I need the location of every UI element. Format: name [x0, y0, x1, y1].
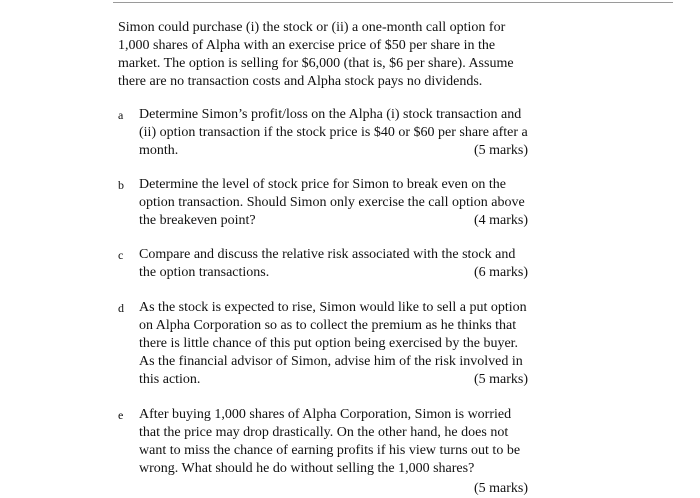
intro-line: market. The option is selling for $6,000 (that is, $6 per share). Assume — [118, 56, 514, 71]
question-line: the breakeven point? — [139, 213, 256, 228]
question-line: option transaction. Should Simon only exercise the call option above — [139, 195, 525, 210]
question-line: that the price may drop drastically. On the other hand, he does not — [139, 425, 509, 440]
marks-label: (5 marks) — [473, 372, 528, 387]
question-line: on Alpha Corporation so as to collect the premium as he thinks that — [139, 318, 517, 333]
question-marks-row — [139, 480, 528, 498]
intro-paragraph — [118, 19, 538, 91]
question-letter: e — [118, 408, 124, 422]
top-divider — [113, 2, 673, 3]
question-line: Compare and discuss the relative risk associated with the stock and — [139, 247, 516, 262]
question-line: there is little chance of this put option being exercised by the buyer. — [139, 336, 519, 351]
marks-label: (6 marks) — [473, 265, 528, 280]
question-letter: c — [118, 248, 124, 262]
question-last-line — [139, 212, 528, 230]
question-line: After buying 1,000 shares of Alpha Corporation, Simon is worried — [139, 407, 512, 422]
marks-label: (5 marks) — [473, 143, 528, 158]
marks-label: (4 marks) — [473, 213, 528, 228]
question-line: the option transactions. — [139, 265, 270, 280]
marks-label: (5 marks) — [473, 481, 528, 496]
question-d — [118, 299, 538, 389]
question-letter: b — [118, 178, 124, 192]
intro-line: Simon could purchase (i) the stock or (ii) a one-month call option for — [118, 20, 506, 35]
question-last-line — [139, 264, 528, 282]
question-e — [118, 406, 538, 498]
question-line: As the financial advisor of Simon, advise him of the risk involved in — [139, 354, 523, 369]
question-line: wrong. What should he do without selling the 1,000 shares? — [139, 461, 475, 476]
question-line: (ii) option transaction if the stock price is $40 or $60 per share after a — [139, 125, 528, 140]
question-line: Determine Simon’s profit/loss on the Alpha (i) stock transaction and — [139, 107, 522, 122]
intro-line: there are no transaction costs and Alpha stock pays no dividends. — [118, 74, 483, 89]
question-last-line — [139, 371, 528, 389]
question-letter: d — [118, 301, 124, 315]
question-line: As the stock is expected to rise, Simon would like to sell a put option — [139, 300, 527, 315]
question-letter: a — [118, 108, 124, 122]
question-c — [118, 246, 538, 282]
question-line: want to miss the chance of earning profits if his view turns out to be — [139, 443, 521, 458]
question-line: this action. — [139, 372, 201, 387]
question-a — [118, 106, 538, 160]
question-line: month. — [139, 143, 179, 158]
question-b — [118, 176, 538, 230]
question-line: Determine the level of stock price for Simon to break even on the — [139, 177, 506, 192]
question-last-line — [139, 142, 528, 160]
question-document — [118, 19, 538, 498]
intro-line: 1,000 shares of Alpha with an exercise price of $50 per share in the — [118, 38, 496, 53]
